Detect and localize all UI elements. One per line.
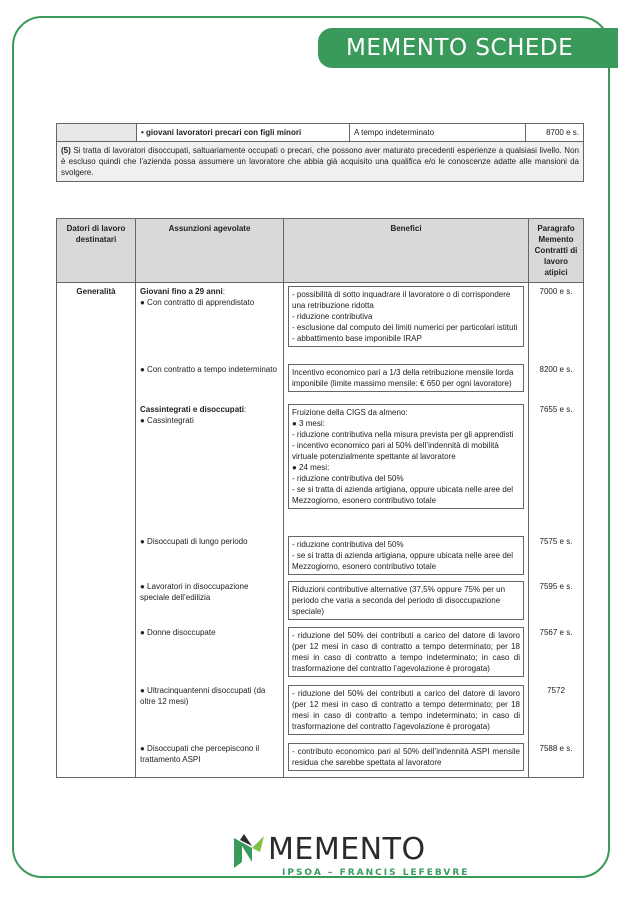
benefit-box [288,743,524,771]
employer-cell [57,624,136,682]
memento-logo [230,832,470,882]
table-row [57,124,584,142]
benefit-line: - riduzione contributiva del 50% [292,539,404,549]
table-row [57,361,584,401]
benefit-line: - se si tratta di azienda artigiana, oppure ubicata nelle aree del Mezzogiorno, esonero contributivo totale [292,550,514,571]
banner-title: MEMENTO SCHEDE [346,35,574,61]
paragraph-ref: 8200 e s. [529,361,584,401]
paragraph-ref: 7572 [529,682,584,740]
benefit-line: - riduzione contributiva [292,312,373,321]
hiring-item: ● Con contratto a tempo indeterminato [140,364,277,374]
hiring-title [140,404,279,415]
hiring-item: ● Con contratto di apprendistato [140,298,255,307]
top-table [56,123,584,182]
benefit-line: - se si tratta di azienda artigiana, oppure ubicata nelle aree del Mezzogiorno, esonero contributivo totale [292,484,514,505]
footnote [57,142,584,182]
benefit-box [288,364,524,392]
benefit-box [288,286,524,347]
employer-cell: Generalità [57,283,136,361]
hiring-cell [136,361,284,401]
header-paragraph: Paragrafo Memento Contratti di lavoro atipici [529,219,584,283]
paragraph-ref: 7595 e s. [529,578,584,624]
benefit-cell [284,361,529,401]
hiring-cell [136,283,284,361]
hiring-cell [136,740,284,778]
benefit-box [288,536,524,575]
header-row [57,219,584,283]
paragraph-ref: 7000 e s. [529,283,584,361]
header-banner [318,28,618,68]
memento-leaf-icon [230,832,270,874]
empty-cell [57,124,137,142]
table-row [57,682,584,740]
footnote-text: Si tratta di lavoratori disoccupati, saltuariamente occupati o precari, che possono aver maturato precedenti esperienze a qualsiasi livello. Non è escluso quindi che l’azienda possa assumere un lavoratore che abbia già acquisito una qualifica e/o le conoscenze adatte alle mansioni da svolgere. [61,146,579,177]
benefit-box [288,627,524,677]
employer-cell [57,578,136,624]
benefit-cell [284,740,529,778]
benefit-cell [284,578,529,624]
paragraph-ref: 7588 e s. [529,740,584,778]
hiring-title-suffix: : [244,404,247,414]
hiring-title [140,286,279,297]
row-paragraph: 8700 e s. [526,124,584,142]
benefit-line: - riduzione del 50% dei contributi a carico del datore di lavoro (per 12 mesi in caso di contratto a tempo determinato; per 18 mesi in caso di contratto a tempo indeterminato; in caso di trasformazione del contratto l’agevolazione è prorogata) [292,688,520,731]
employer-cell [57,682,136,740]
table-row [57,283,584,361]
logo-subtitle: IPSOA – FRANCIS LEFEBVRE [282,868,470,878]
footnote-label: (5) [61,146,71,155]
benefit-line: - incentivo economico pari al 50% dell’indennità di mobilità virtuale potenzialmente spettante al lavoratore [292,440,499,461]
benefit-cell [284,682,529,740]
row-item: • giovani lavoratori precari con figli minori [137,124,350,142]
header-employers: Datori di lavoro destinatari [57,219,136,283]
benefit-box [288,581,524,620]
benefit-line: - contributo economico pari al 50% dell’indennità ASPI mensile residua che sarebbe spettata al lavoratore [292,746,520,767]
benefit-cell [284,533,529,578]
hiring-cell [136,533,284,578]
header-hirings: Assunzioni agevolate [136,219,284,283]
header-benefits: Benefici [284,219,529,283]
benefit-box [288,404,524,509]
benefit-line: - riduzione contributiva del 50% [292,473,404,483]
benefit-line: - riduzione contributiva nella misura prevista per gli apprendisti [292,429,514,439]
hiring-cell [136,578,284,624]
main-table [56,218,584,778]
benefit-line: - riduzione del 50% dei contributi a carico del datore di lavoro (per 12 mesi in caso di contratto a tempo determinato; per 18 mesi in caso di contratto a tempo indeterminato; in caso di trasformazione del contratto l’agevolazione è prorogata) [292,630,520,673]
benefit-box [288,685,524,735]
hiring-cell [136,682,284,740]
employer-cell [57,401,136,533]
benefit-line: Fruizione della CIGS da almeno: [292,407,408,417]
table-row [57,740,584,778]
note-row [57,142,584,182]
hiring-item: ● Donne disoccupate [140,627,216,637]
employer-cell [57,740,136,778]
hiring-title-suffix: : [222,287,225,296]
benefit-line: - abbattimento base imponibile IRAP [292,334,422,343]
benefit-line: ● 24 mesi: [292,462,330,472]
hiring-item: ● Cassintegrati [140,415,194,425]
benefit-cell [284,283,529,361]
hiring-item: ● Ultracinquantenni disoccupati (da oltre 12 mesi) [140,685,266,706]
hiring-title-text: Giovani fino a 29 anni [140,287,223,296]
benefit-cell [284,624,529,682]
employer-cell [57,533,136,578]
hiring-item: ● Disoccupati che percepiscono il trattamento ASPI [140,743,260,764]
benefit-cell [284,401,529,533]
benefit-line: - possibilità di sotto inquadrare il lavoratore o di corrispondere una retribuzione ridotta [292,290,511,310]
paragraph-ref: 7655 e s. [529,401,584,533]
hiring-title-text: Cassintegrati e disoccupati [140,404,245,414]
table-row [57,401,584,533]
paragraph-ref: 7567 e s. [529,624,584,682]
employer-cell [57,361,136,401]
table-row [57,533,584,578]
table-row [57,624,584,682]
logo-wordmark: MEMENTO [268,832,426,867]
hiring-item: ● Disoccupati di lungo periodo [140,536,248,546]
benefit-line: Incentivo economico pari a 1/3 della retribuzione mensile lorda imponibile (limite massimo mensile: € 650 per ogni lavoratore) [292,367,514,388]
table-row [57,578,584,624]
benefit-line: Riduzioni contributive alternative (37,5% oppure 75% per un periodo che varia a seconda del periodo di disoccupazione speciale) [292,584,506,616]
hiring-item: ● Lavoratori in disoccupazione speciale dell’edilizia [140,581,249,602]
hiring-cell [136,401,284,533]
paragraph-ref: 7575 e s. [529,533,584,578]
benefit-line: - esclusione dal computo dei limiti numerici per particolari istituti [292,323,518,332]
hiring-cell [136,624,284,682]
benefit-line: ● 3 mesi: [292,418,325,428]
row-contract: A tempo indeterminato [350,124,526,142]
